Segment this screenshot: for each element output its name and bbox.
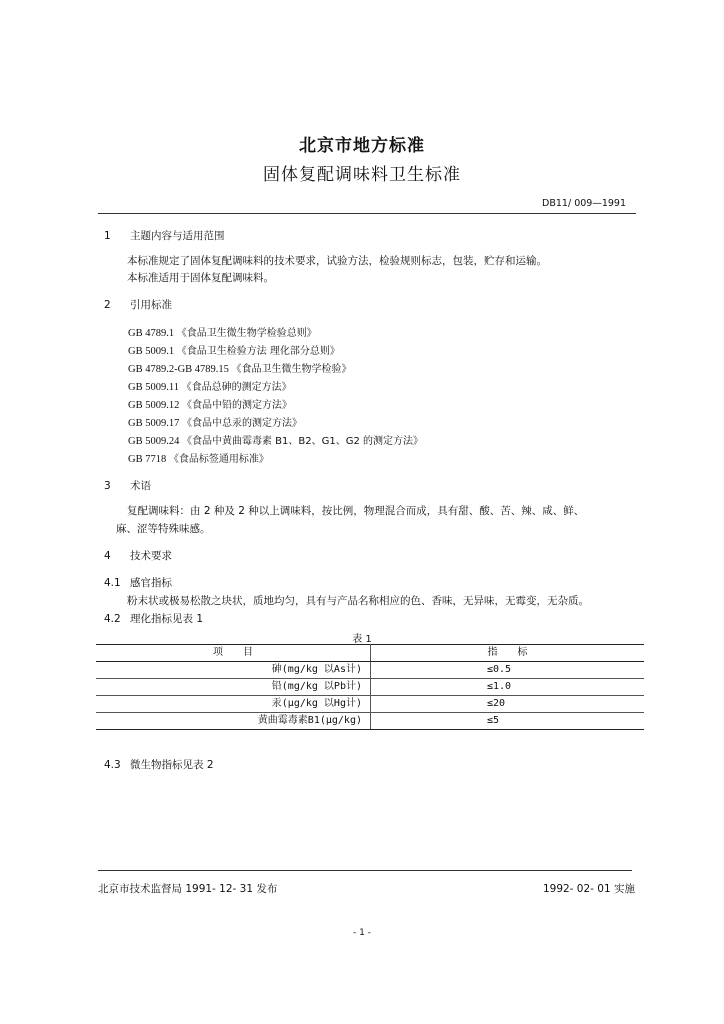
- table-cell-item: 砷(mg/kg 以As计): [96, 662, 371, 679]
- section-3-paragraph-1: 复配调味料：由 2 种及 2 种以上调味料，按比例，物理混合而成，具有甜、酸、苦、辣、咸、鲜、: [127, 505, 585, 517]
- section-number: 3: [104, 480, 111, 492]
- table-caption: 表 1: [352, 634, 372, 645]
- section-number: 4.2: [104, 613, 121, 625]
- section-4-heading: [104, 548, 172, 563]
- section-number: 4.3: [104, 759, 121, 771]
- section-title: 术语: [130, 480, 151, 492]
- table-row: [96, 713, 644, 730]
- page-number: - 1 -: [353, 928, 371, 938]
- section-4-1-heading: [104, 575, 172, 590]
- section-1-heading: [104, 228, 225, 243]
- issue-statement: 北京市技术监督局 1991- 12- 31 发布: [98, 883, 278, 895]
- section-title: 引用标准: [130, 299, 172, 311]
- reference-item: GB 4789.1 《食品卫生微生物学检验总则》: [128, 328, 317, 339]
- section-title: 感官指标: [130, 577, 172, 589]
- table-cell-value: ≤20: [371, 696, 645, 713]
- section-title: 理化指标见表 1: [130, 613, 204, 625]
- table-cell-value: ≤1.0: [371, 679, 645, 696]
- physicochemical-table: [96, 644, 644, 730]
- section-title: 微生物指标见表 2: [130, 759, 214, 771]
- section-3-heading: [104, 478, 151, 493]
- section-title: 技术要求: [130, 550, 172, 562]
- table-cell-item: 黄曲霉毒素B1(μg/kg): [96, 713, 371, 730]
- section-4-3-heading: [104, 757, 214, 772]
- section-4-1-paragraph: 粉末状或极易松散之块状，质地均匀，具有与产品名称相应的色、香味，无异味，无霉变，无杂质。: [127, 595, 589, 607]
- section-3-paragraph-2: 麻、涩等特殊味感。: [116, 523, 211, 535]
- reference-item: GB 5009.12 《食品中铅的测定方法》: [128, 400, 292, 411]
- table-row: [96, 679, 644, 696]
- header-item: 项 目: [96, 645, 371, 662]
- reference-item: GB 5009.17 《食品中总汞的测定方法》: [128, 418, 302, 429]
- document-title: 北京市地方标准: [299, 136, 425, 156]
- table-cell-value: ≤5: [371, 713, 645, 730]
- table-cell-item: 汞(μg/kg 以Hg计): [96, 696, 371, 713]
- section-number: 2: [104, 299, 111, 311]
- section-2-heading: [104, 297, 172, 312]
- reference-item: GB 4789.2-GB 4789.15 《食品卫生微生物学检验》: [128, 364, 352, 375]
- table-row: [96, 696, 644, 713]
- table-cell-item: 铅(mg/kg 以Pb计): [96, 679, 371, 696]
- reference-item: GB 5009.11 《食品总砷的测定方法》: [128, 382, 292, 393]
- table-cell-value: ≤0.5: [371, 662, 645, 679]
- header-indicator: 指 标: [371, 645, 645, 662]
- reference-item: GB 5009.1 《食品卫生检验方法 理化部分总则》: [128, 346, 340, 357]
- table-header-row: [96, 645, 644, 662]
- document-subtitle: 固体复配调味料卫生标准: [263, 165, 461, 185]
- section-number: 4: [104, 550, 111, 562]
- implementation-date: 1992- 02- 01 实施: [542, 883, 635, 895]
- section-title: 主题内容与适用范围: [130, 230, 225, 242]
- footer-divider: [98, 870, 632, 871]
- header-divider: [98, 213, 636, 214]
- section-number: 1: [104, 230, 111, 242]
- reference-item: GB 7718 《食品标签通用标准》: [128, 454, 269, 465]
- section-number: 4.1: [104, 577, 121, 589]
- section-1-paragraph-2: 本标准适用于固体复配调味料。: [127, 272, 274, 284]
- section-1-paragraph-1: 本标准规定了固体复配调味料的技术要求，试验方法，检验规则标志，包装，贮存和运输。: [127, 255, 547, 267]
- document-number: DB11/ 009—1991: [542, 198, 626, 209]
- reference-item: GB 5009.24 《食品中黄曲霉毒素 B1、B2、G1、G2 的测定方法》: [128, 436, 423, 447]
- table-row: [96, 662, 644, 679]
- section-4-2-heading: [104, 611, 203, 626]
